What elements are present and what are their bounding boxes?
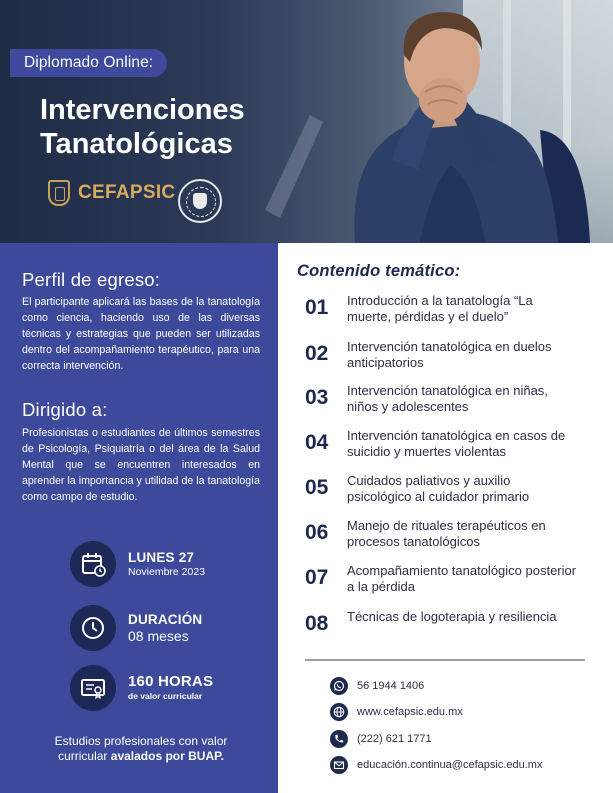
website-url: www.cefapsic.edu.mx xyxy=(357,706,463,718)
whatsapp-number: 56 1944 1406 xyxy=(357,680,425,692)
topic-number: 07 xyxy=(305,566,329,589)
audience-text: Profesionistas o estudiantes de últimos semestres de Psicología, Psiquiatría o del área de la Salud Mental que se encuentren interesados en aprender la importancia y utilidad de la tanatología como campo de estudio. xyxy=(22,427,260,503)
topic-number: 06 xyxy=(305,521,329,544)
topic-item xyxy=(305,339,577,371)
whatsapp-icon xyxy=(330,677,348,695)
profile-heading: Perfil de egreso: xyxy=(22,269,161,290)
profile-text: El participante aplicará las bases de la tanatología como ciencia, haciendo uso de las diversas técnicas y estrategias que pueden ser utilizadas dentro del acompañamiento terapéutico, para una correcta intervención. xyxy=(22,296,260,372)
hours-item xyxy=(70,665,213,711)
topic-item xyxy=(305,609,577,636)
section-divider xyxy=(305,659,585,661)
email-contact[interactable] xyxy=(330,756,542,774)
topic-text: Cuidados paliativos y auxilio psicológico al cuidador primario xyxy=(347,473,530,504)
title-line-1: Intervenciones xyxy=(40,94,245,126)
hours-sub: de valor curricular xyxy=(128,690,203,701)
duration-item xyxy=(70,605,202,651)
topic-text: Introducción a la tanatología “La muerte, pérdidas y el duelo” xyxy=(347,293,533,324)
topic-item xyxy=(305,518,577,550)
start-date-item xyxy=(70,541,205,587)
hours-main: 160 HORAS xyxy=(128,672,214,690)
topic-item xyxy=(305,293,577,325)
left-info-panel xyxy=(0,243,278,793)
phone-icon xyxy=(330,730,348,748)
cefapsic-logo xyxy=(48,180,175,206)
topic-number: 04 xyxy=(305,431,329,454)
whatsapp-contact[interactable] xyxy=(330,677,424,695)
email-address: educación.continua@cefapsic.edu.mx xyxy=(357,759,543,771)
topic-item xyxy=(305,563,577,595)
topic-text: Intervención tanatológica en niñas, niños y adolescentes xyxy=(347,383,548,414)
hero-banner xyxy=(0,0,613,243)
certificate-icon xyxy=(70,665,116,711)
globe-icon xyxy=(330,703,348,721)
topic-text: Intervención tanatológica en duelos anticipatorios xyxy=(347,339,552,370)
buap-seal-icon xyxy=(178,179,222,223)
accreditation-text: curricular xyxy=(58,749,111,763)
topic-number: 05 xyxy=(305,476,329,499)
page-title xyxy=(40,93,245,161)
cefapsic-emblem-icon xyxy=(48,180,70,206)
content-heading: Contenido temático: xyxy=(297,262,461,280)
topic-number: 02 xyxy=(305,342,329,365)
website-link[interactable] xyxy=(330,703,463,721)
topic-item xyxy=(305,428,577,460)
date-main: LUNES 27 xyxy=(128,549,195,565)
topic-number: 08 xyxy=(305,612,329,635)
topic-text: Intervención tanatológica en casos de suicidio y muertes violentas xyxy=(347,428,566,459)
cefapsic-logo-text: CEFAPSIC xyxy=(78,182,176,203)
clock-icon xyxy=(70,605,116,651)
audience-heading: Dirigido a: xyxy=(22,399,108,420)
book-shape xyxy=(255,110,325,220)
topic-text: Manejo de rituales terapéuticos en procesos tanatológicos xyxy=(347,518,546,549)
calendar-icon xyxy=(70,541,116,587)
topic-number: 03 xyxy=(305,386,329,409)
topic-text: Acompañamiento tanatológico posterior a la pérdida xyxy=(347,563,577,594)
accreditation-bold: avalados por BUAP. xyxy=(110,749,224,763)
topic-item xyxy=(305,383,577,415)
date-sub: Noviembre 2023 xyxy=(128,565,206,578)
phone-number: (222) 621 1771 xyxy=(357,733,432,745)
topic-number: 01 xyxy=(305,296,329,319)
phone-contact[interactable] xyxy=(330,730,432,748)
title-line-2: Tanatológicas xyxy=(40,128,233,160)
duration-main: DURACIÓN xyxy=(128,612,203,627)
topic-text: Técnicas de logoterapia y resiliencia xyxy=(347,609,557,624)
course-type-badge: Diplomado Online: xyxy=(10,49,167,77)
topic-item xyxy=(305,473,577,505)
accreditation-line-2 xyxy=(22,749,260,764)
accreditation-line-1: Estudios profesionales con valor xyxy=(54,734,228,748)
accreditation-note xyxy=(22,734,260,764)
email-icon xyxy=(330,756,348,774)
duration-sub: 08 meses xyxy=(128,628,189,644)
grieving-man-photo xyxy=(300,0,613,243)
